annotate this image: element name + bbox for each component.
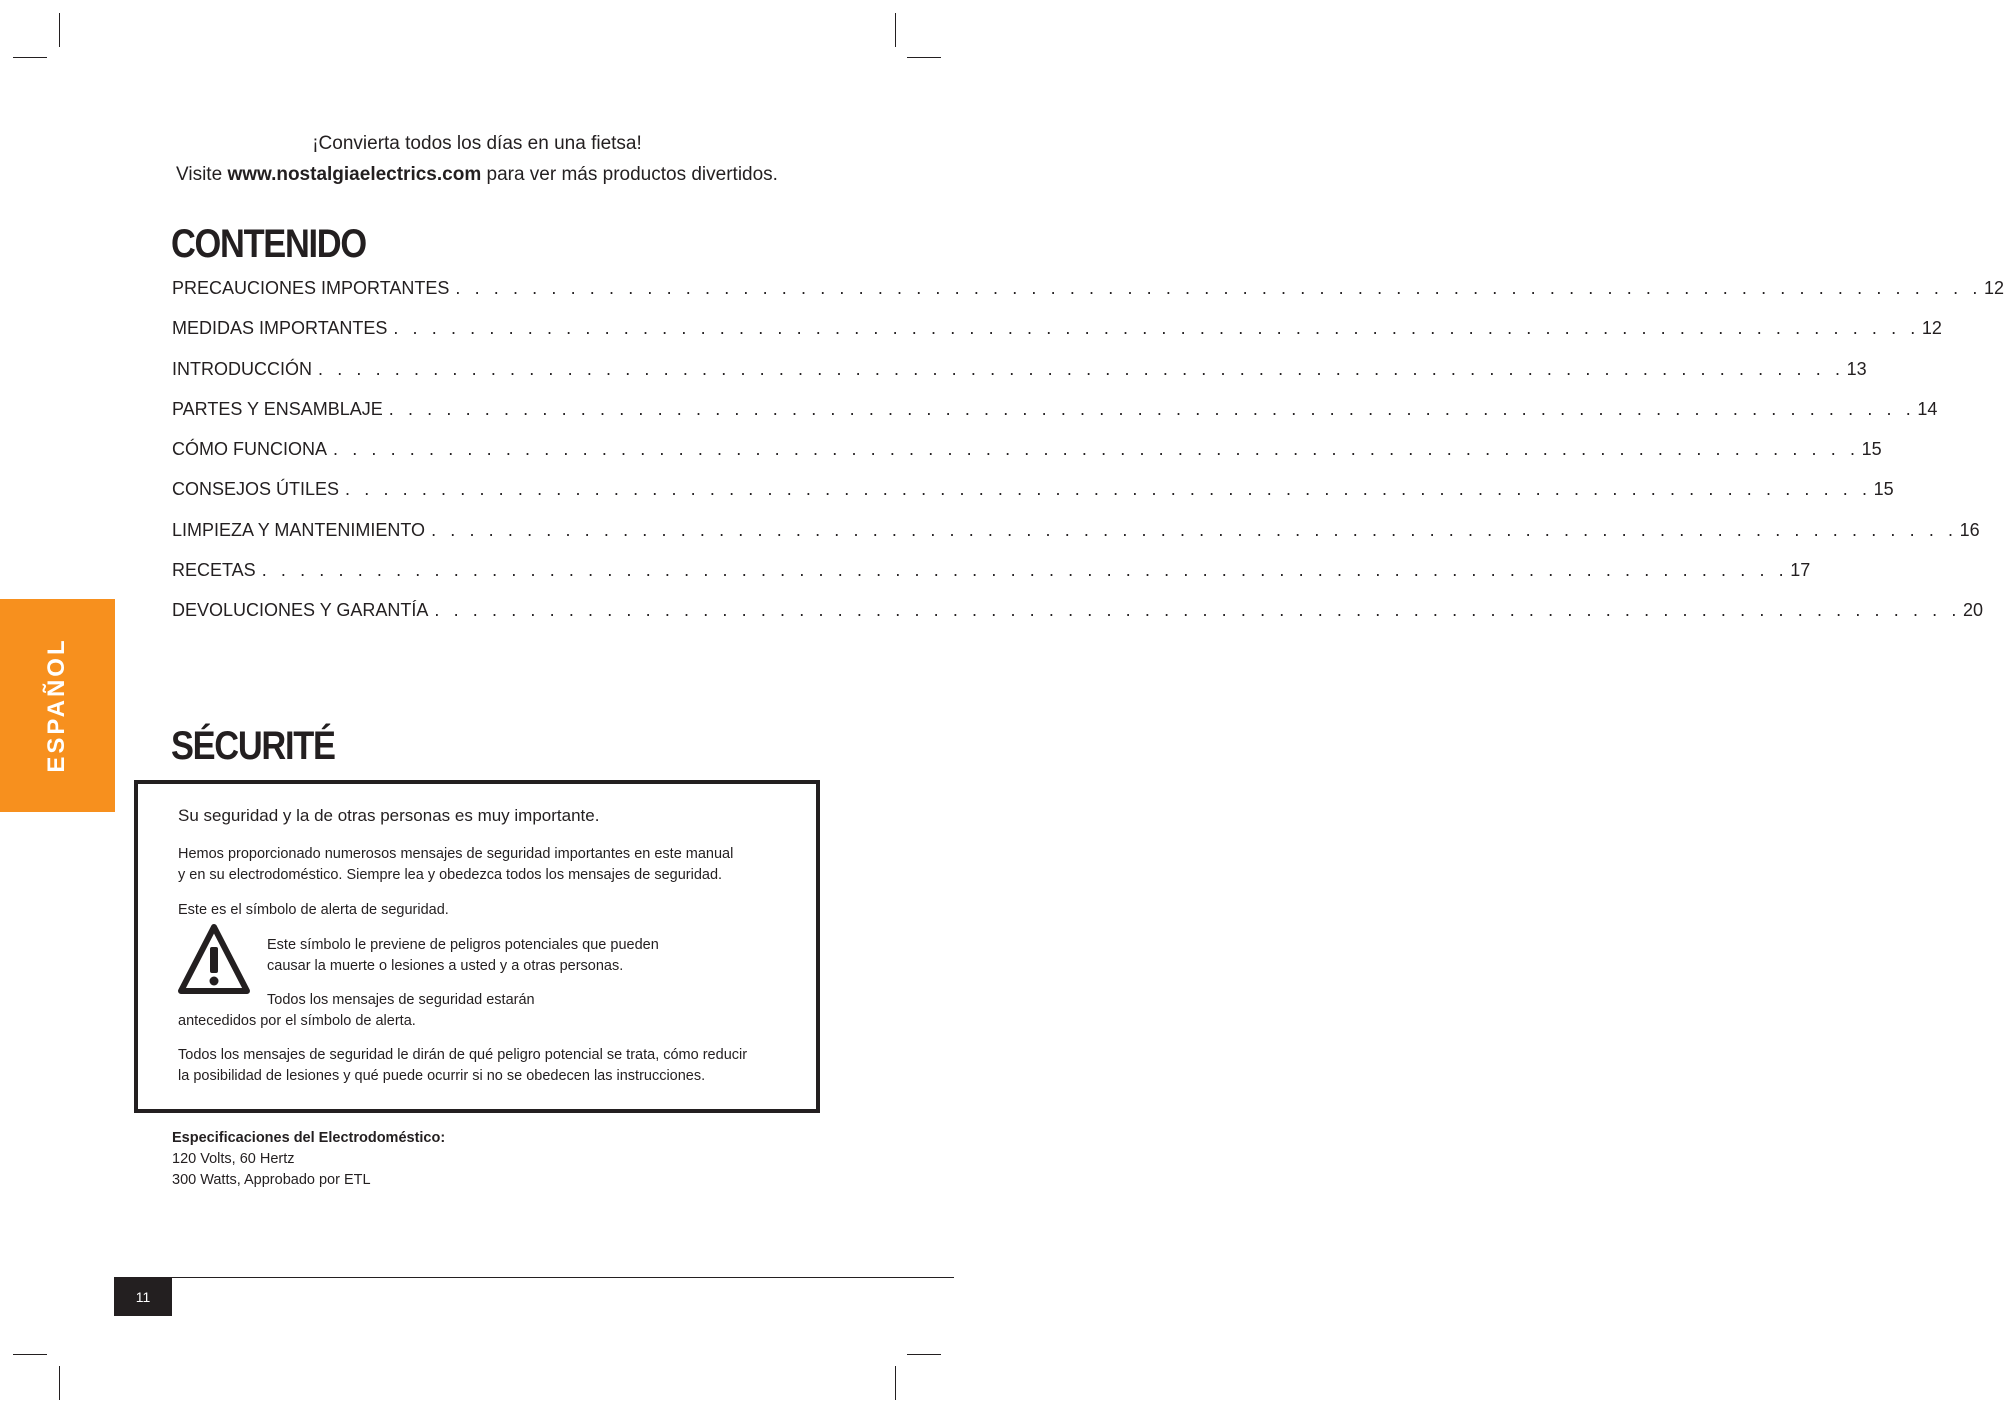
safety-para-3: Todos los mensajes de seguridad le dirán de qué peligro potencial se trata, cómo reducir la posibilidad de lesiones y qué puede ocurrir si no se obedecen las instrucciones.	[178, 1047, 748, 1084]
toc-entry	[172, 439, 1882, 479]
security-heading: SÉCURITÉ	[171, 724, 335, 768]
toc-entry-title: CONSEJOS ÚTILES	[172, 479, 340, 500]
toc-entry-title: MEDIDAS IMPORTANTES	[172, 318, 388, 339]
toc-entry-title: CÓMO FUNCIONA	[172, 439, 327, 460]
toc-entry-title: RECETAS	[172, 560, 256, 581]
toc-entry-title: LIMPIEZA Y MANTENIMIENTO	[172, 519, 426, 540]
specs-title: Especificaciones del Electrodoméstico:	[172, 1130, 446, 1146]
toc-leader-dots: . . . . . . . . . . . . . . . . . . . . . . . . . . . . . . . . . . . . . . . . . . . . . . . . . . . . . . . . . . . . . . . . . . . . . . . . . . . . . . . .	[345, 479, 1872, 500]
website-link[interactable]: www.nostalgiaelectrics.com	[227, 164, 482, 185]
toc-entry	[172, 278, 2004, 318]
toc-entry	[172, 600, 1983, 640]
toc-entry-page: 14	[1917, 398, 1938, 419]
toc-entry	[172, 560, 1811, 600]
safety-para-1: Hemos proporcionado numerosos mensajes de seguridad importantes en este manual y en su electrodoméstico. Siempre lea y obedezca todos los mensajes de seguridad.	[178, 846, 734, 883]
toc-entry	[172, 519, 1980, 560]
toc-leader-dots: . . . . . . . . . . . . . . . . . . . . . . . . . . . . . . . . . . . . . . . . . . . . . . . . . . . . . . . . . . . . . . . . . . . . . . . . . . . . . . . .	[261, 560, 1789, 581]
appliance-specs	[172, 1128, 445, 1191]
toc-entry-page: 17	[1790, 560, 1811, 581]
toc-entry-title: DEVOLUCIONES Y GARANTÍA	[172, 600, 429, 621]
crop-mark	[895, 1366, 896, 1400]
toc-leader-dots: . . . . . . . . . . . . . . . . . . . . . . . . . . . . . . . . . . . . . . . . . . . . . . . . . . . . . . . . . . . . . . . . . . . . . . . . . . . . . . . .	[434, 600, 1961, 621]
safety-box	[134, 780, 820, 1113]
toc-leader-dots: . . . . . . . . . . . . . . . . . . . . . . . . . . . . . . . . . . . . . . . . . . . . . . . . . . . . . . . . . . . . . . . . . . . . . . . . . . . . . . . .	[393, 318, 1920, 339]
intro-visit-line: Visite www.nostalgiaelectrics.com para ver más productos divertidos.	[176, 164, 778, 185]
specs-wattage: 300 Watts, Approbado por ETL	[172, 1172, 371, 1188]
toc-leader-dots: . . . . . . . . . . . . . . . . . . . . . . . . . . . . . . . . . . . . . . . . . . . . . . . . . . . . . . . . . . . . . . . . . . . . . . . . . . . . . . . .	[431, 519, 1958, 540]
crop-mark	[895, 13, 896, 47]
toc-entry-page: 15	[1873, 479, 1894, 500]
crop-mark	[907, 1354, 941, 1355]
specs-voltage: 120 Volts, 60 Hertz	[172, 1151, 295, 1167]
toc-entry-page: 15	[1861, 439, 1882, 460]
safety-lead: Su seguridad y la de otras personas es muy importante.	[178, 806, 600, 825]
toc-entry-page: 12	[1921, 318, 1942, 339]
toc-entry	[172, 479, 1894, 519]
page-number: 11	[114, 1278, 172, 1316]
toc-entry-title: INTRODUCCIÓN	[172, 358, 312, 379]
toc-entry	[172, 318, 1942, 358]
symbol-preceded-note: Todos los mensajes de seguridad estarán antecedidos por el símbolo de alerta.	[178, 992, 535, 1029]
toc-entry-title: PARTES Y ENSAMBLAJE	[172, 398, 383, 419]
toc-entry-page: 20	[1962, 600, 1983, 621]
toc-leader-dots: . . . . . . . . . . . . . . . . . . . . . . . . . . . . . . . . . . . . . . . . . . . . . . . . . . . . . . . . . . . . . . . . . . . . . . . . . . . . . . . .	[318, 358, 1845, 379]
toc-entry-page: 12	[1983, 278, 2004, 298]
contents-heading: CONTENIDO	[171, 222, 366, 266]
symbol-description: Este símbolo le previene de peligros potenciales que pueden causar la muerte o lesiones a usted y a otras personas.	[267, 937, 659, 974]
warning-triangle-icon	[178, 923, 250, 995]
table-of-contents	[172, 278, 2004, 641]
crop-mark	[907, 57, 941, 58]
toc-leader-dots: . . . . . . . . . . . . . . . . . . . . . . . . . . . . . . . . . . . . . . . . . . . . . . . . . . . . . . . . . . . . . . . . . . . . . . . . . . . . . . . .	[388, 398, 1916, 419]
footer-rule	[114, 1277, 954, 1278]
toc-entry-page: 13	[1846, 358, 1867, 379]
crop-mark	[13, 57, 47, 58]
crop-mark	[59, 1366, 60, 1400]
symbol-intro: Este es el símbolo de alerta de seguridad.	[178, 902, 449, 918]
crop-mark	[59, 13, 60, 47]
intro-tagline: ¡Convierta todos los días en una fietsa!	[312, 133, 642, 154]
intro-text	[0, 128, 954, 190]
toc-leader-dots: . . . . . . . . . . . . . . . . . . . . . . . . . . . . . . . . . . . . . . . . . . . . . . . . . . . . . . . . . . . . . . . . . . . . . . . . . . . . . . . .	[455, 278, 1982, 298]
language-tab	[0, 599, 115, 812]
language-tab-label: ESPAÑOL	[43, 637, 70, 773]
toc-entry	[172, 358, 1867, 399]
toc-entry-page: 16	[1959, 519, 1980, 540]
toc-entry	[172, 398, 1938, 439]
toc-entry-title: PRECAUCIONES IMPORTANTES	[172, 278, 450, 298]
crop-mark	[13, 1354, 47, 1355]
toc-leader-dots: . . . . . . . . . . . . . . . . . . . . . . . . . . . . . . . . . . . . . . . . . . . . . . . . . . . . . . . . . . . . . . . . . . . . . . . . . . . . . . . .	[333, 439, 1860, 460]
